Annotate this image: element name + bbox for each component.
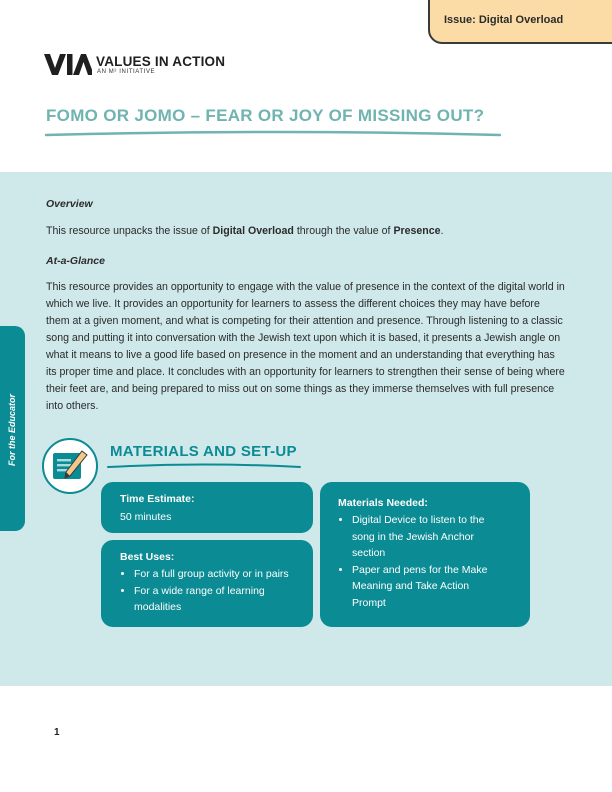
notebook-pencil-icon (52, 449, 90, 485)
overview-text-post: . (440, 225, 444, 237)
logo-subtitle: AN M² INITIATIVE (97, 69, 156, 75)
time-estimate-card (101, 482, 313, 533)
overview-text-mid: through the value of (293, 225, 394, 237)
time-estimate-value: 50 minutes (120, 511, 172, 523)
materials-needed-label: Materials Needed: (338, 497, 428, 509)
overview-heading: Overview (46, 198, 93, 210)
list-item: • Digital Device to listen to the (352, 512, 487, 529)
materials-heading: MATERIALS AND SET-UP (110, 443, 297, 460)
overview-text (46, 223, 566, 240)
title-underline (44, 127, 504, 141)
page-title: FOMO OR JOMO – FEAR OR JOY OF MISSING OUT? (46, 106, 485, 125)
via-logo-icon (44, 54, 92, 76)
at-a-glance-text: This resource provides an opportunity to engage with the value of presence in the context of the digital world in which we live. It provides an opportunity for learners to assess the different choices they may have before them at a given moment, and what is competing for their attention and presence. Through listening to a classic song and putting it into conversation with the Jewish text upon which it is based, it presents a Jewish angle on what it means to live a good life based on presence in the moment and an understanding that everything has its proper time and place. It concludes with an opportunity for learners to strengthen their sense of being where their feet are, and being prepared to miss out on some things as they immerse themselves with full presence into others. (46, 281, 565, 412)
side-tab-label: For the Educator (7, 393, 17, 467)
overview-issue: Digital Overload (212, 225, 294, 237)
list-item: Meaning and Take Action (352, 580, 470, 592)
materials-icon-badge (42, 438, 98, 494)
overview-text-pre: This resource unpacks the issue of (46, 225, 213, 237)
list-item: • For a wide range of learning (134, 583, 289, 600)
issue-label: Issue: Digital Overload (444, 14, 564, 26)
best-uses-label: Best Uses: (120, 551, 175, 563)
values-in-action-logo (44, 54, 226, 76)
list-item: section (352, 547, 386, 559)
list-item: • For a full group activity or in pairs (134, 566, 289, 583)
overview-value: Presence (393, 225, 441, 237)
materials-needed-card (320, 482, 530, 627)
list-item: song in the Jewish Anchor (352, 530, 474, 543)
best-uses-card (101, 540, 313, 627)
materials-underline (106, 461, 302, 471)
list-item: modalities (134, 601, 182, 613)
list-item: • Paper and pens for the Make (352, 562, 487, 579)
list-item: Prompt (352, 596, 386, 609)
logo-title: VALUES IN ACTION (96, 54, 226, 69)
at-a-glance-heading: At-a-Glance (46, 255, 105, 267)
materials-needed-list (338, 512, 487, 611)
for-the-educator-tab (0, 326, 25, 531)
best-uses-list (120, 566, 289, 616)
issue-tab (428, 0, 612, 44)
time-estimate-label: Time Estimate: (120, 493, 195, 505)
page-number: 1 (54, 727, 60, 738)
